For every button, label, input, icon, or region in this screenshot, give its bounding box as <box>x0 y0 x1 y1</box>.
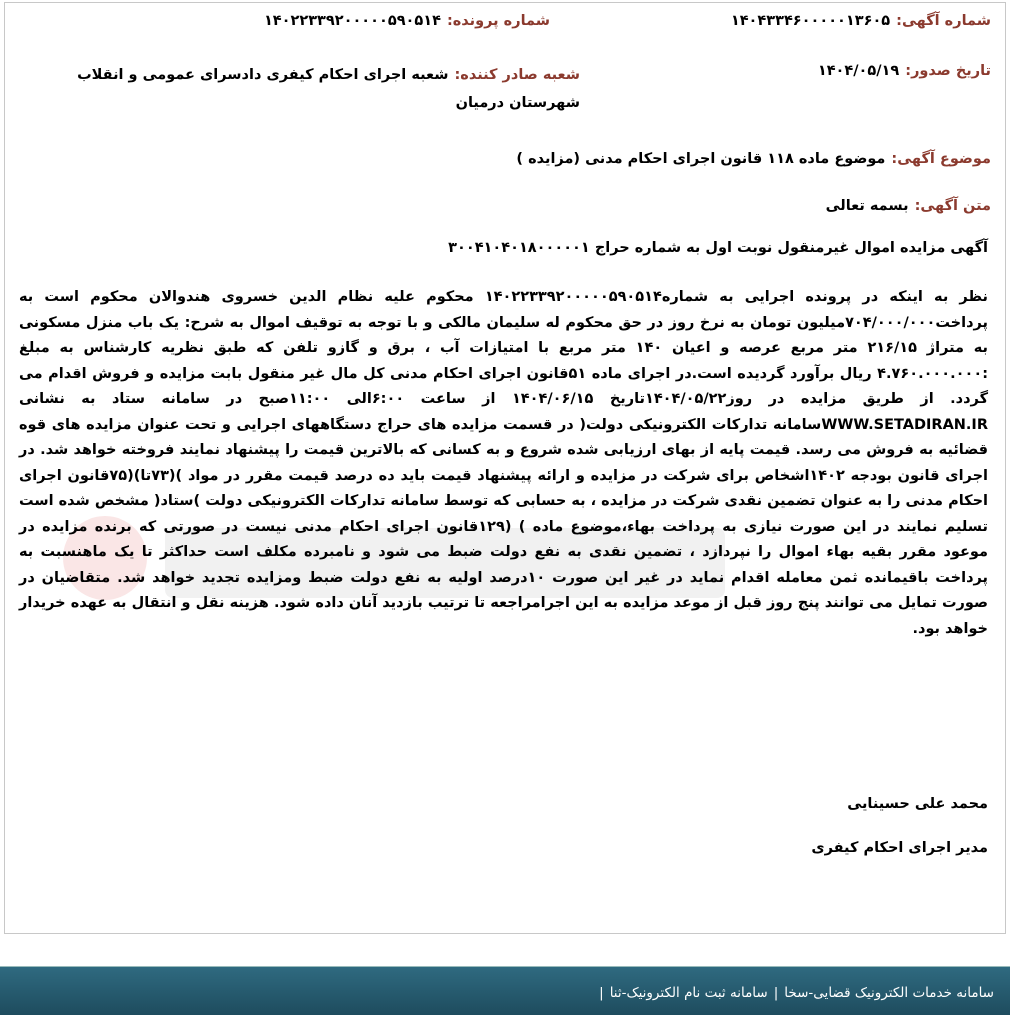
ad-number-label: شماره آگهی: <box>896 13 991 29</box>
footer-separator-end: | <box>599 985 604 1001</box>
issue-date-row <box>818 63 991 79</box>
document-frame <box>4 2 1006 934</box>
signatory-position: مدیر اجرای احکام کیفری <box>811 840 988 856</box>
issuing-branch-label: شعبه صادر کننده: <box>454 67 580 83</box>
notice-title: آگهی مزایده اموال غیرمنقول نوبت اول به شماره حراج ۳۰۰۴۱۰۴۰۱۸۰۰۰۰۰۱ <box>448 240 988 256</box>
issuing-branch-row <box>35 61 580 117</box>
text-label: متن آگهی: <box>914 198 991 214</box>
subject-label: موضوع آگهی: <box>891 151 991 167</box>
signatory-name: محمد علی حسینایی <box>847 796 988 812</box>
text-opening: بسمه تعالی <box>825 198 909 214</box>
notice-body: نظر به اینکه در پرونده اجرایی به شماره۱۴۰۲۲۳۳۹۲۰۰۰۰۰۵۹۰۵۱۴ محکوم علیه نظام الدین خسروی هندوالان محکوم است به پرداخت۷۰۴/۰۰۰/۰۰۰میلیون تومان به نرخ روز در حق محکوم له سلیمان مالکی و با توجه به توقیف اموال به شرح: یک باب منزل مسکونی به متراژ ۲۱۶/۱۵ متر مربع عرصه و اعیان ۱۴۰ متر مربع با امتیازات آب ، برق و گازو تلفن که طبق نظریه کارشناس به مبلغ :۴.۷۶۰.۰۰۰.۰۰۰ ریال برآورد گردیده است.در اجرای ماده ۵۱قانون اجرای احکام مدنی کل مال غیر منقول بابت مزایده و فروش اقدام می گردد. از طریق مزایده در روز۱۴۰۴/۰۵/۲۲تاریخ ۱۴۰۴/۰۶/۱۵ از ساعت ۶:۰۰الی ۱۱:۰۰صبح در سامانه ستاد به نشانی WWW.SETADIRAN.IRسامانه تدارکات الکترونیکی دولت( در قسمت مزایده های حراج دستگاههای اجرایی و تحت عنوان مزایده های قوه قضائیه به فروش می رسد. قیمت پایه از بهای ارزیابی شده شروع و به کسانی که بالاترین قیمت را پیشنهاد نمایند فروخته خواهد شد. در اجرای قانون بودجه ۱۴۰۲اشخاص برای شرکت در مزایده و ارائه پیشنهاد قیمت باید ده درصد قیمت مقرر در مواد )(۷۳تا)(۷۵قانون اجرای احکام مدنی را به عنوان تضمین نقدی شرکت در مزایده ، به حسابی که توسط سامانه تدارکات الکترونیکی دولت )ستاد( مشخص شده است تسلیم نمایند در این صورت نیازی به پرداخت بهاء،موضوع ماده ) (۱۲۹قانون اجرای احکام مدنی نیست در صورتی که برنده مزایده در موعود مقرر بقیه بهاء اموال را نپردازد ، تضمین نقدی به نفع دولت ضبط می شود و نامبرده مکلف است حداکثر تا یک ماهنسبت به پرداخت باقیمانده ثمن معامله اقدام نماید در غیر این صورت ۱۰درصد اولیه به نفع دولت ضبط ومزایده تجدید خواهد شد. متقاضیان در صورت تمایل می توانند پنج روز قبل از موعد مزایده به این اجرامراجعه تا ترتیب بازدید آنان داده شود. هزینه نقل و انتقال به عهده خریدار خواهد بود. <box>18 289 989 637</box>
ad-number-value: ۱۴۰۴۳۳۴۶۰۰۰۰۰۱۳۶۰۵ <box>730 13 891 29</box>
subject-value: موضوع ماده ۱۱۸ قانون اجرای احکام مدنی (مزایده ) <box>516 151 886 167</box>
text-row <box>826 198 991 214</box>
case-number-label: شماره پرونده: <box>446 13 550 29</box>
footer-link-sana[interactable]: سامانه ثبت نام الکترونیک-ثنا <box>609 985 768 1001</box>
case-number-row <box>264 13 550 29</box>
issue-date-value: ۱۴۰۴/۰۵/۱۹ <box>817 63 900 79</box>
case-number-value: ۱۴۰۲۲۳۳۹۲۰۰۰۰۰۵۹۰۵۱۴ <box>263 13 441 29</box>
issue-date-label: تاریخ صدور: <box>905 63 991 79</box>
footer-link-sakha[interactable]: سامانه خدمات الکترونیک قضایی-سخا <box>784 985 994 1001</box>
subject-row <box>516 151 991 167</box>
footer-links <box>593 985 994 1001</box>
footer-separator: | <box>773 985 779 1001</box>
issuing-branch-value: شعبه اجرای احکام کیفری دادسرای عمومی و انقلاب شهرستان درمیان <box>77 67 580 111</box>
footer-bar <box>0 966 1010 1015</box>
ad-number-row <box>731 13 991 29</box>
